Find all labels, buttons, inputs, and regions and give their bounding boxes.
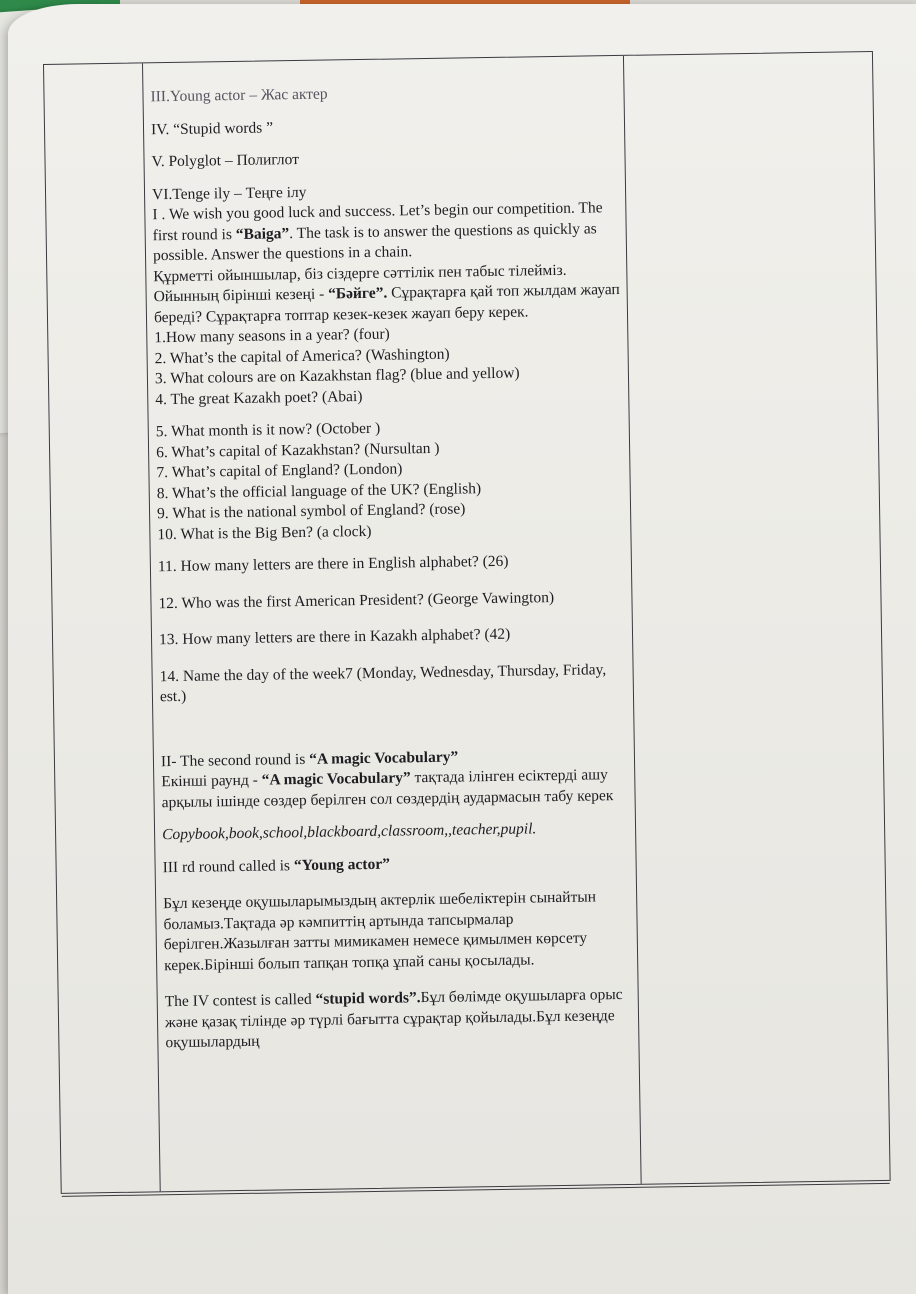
- question-item: 7. What’s capital of England? (London): [156, 460, 403, 482]
- question-item: 10. What is the Big Ben? (a clock): [157, 522, 372, 543]
- round-list-item: III.Young actor – Жас актер: [150, 85, 328, 106]
- round4-text: The IV contest is called “stupid words”.Бұл бөлімде оқушыларға орыс және қазақ тілінде әр түрлі бағытта сұрақтар қойылады.Бұл кезеңде оқушылардың: [164, 986, 623, 1052]
- round-list-item: IV. “Stupid words ”: [150, 118, 274, 138]
- question-item: 2. What’s the capital of America? (Washington): [154, 345, 450, 367]
- question-item: 12. Who was the first American President? (George Vawington): [158, 588, 555, 612]
- intro-english: I . We wish you good luck and success. Let’s begin our competition. The first round is “Baiga”. The task is to answer the questions as quickly as possible. Answer the questions in a chain.: [152, 199, 603, 265]
- question-item: 13. How many letters are there in Kazakh alphabet? (42): [158, 625, 511, 649]
- round2-kazakh: Екінші раунд - “A magic Vocabulary” тақтада ілінген есіктерді ашу арқылы ішінде сөздер берілген сол сөздердің аудармасын табу керек: [161, 766, 614, 811]
- round-list-item: V. Polyglot – Полиглот: [151, 150, 300, 171]
- round2-english: II- The second round is “A magic Vocabulary”: [160, 748, 459, 770]
- intro-kazakh: Құрметті ойыншылар, біз сіздерге сәттілік пен табыс тілейміз. Ойынның бірінші кезеңі - “Бәйге”. Сұрақтарға қай топ жылдам жауап береді? Сұрақтарға топтар кезек-кезек жауап беру керек.: [153, 261, 620, 326]
- lesson-plan-table: [43, 51, 891, 1194]
- question-item: 3. What colours are on Kazakhstan flag? (blue and yellow): [154, 364, 520, 388]
- question-item: 9. What is the national symbol of England? (rose): [156, 500, 466, 523]
- question-item: 6. What’s capital of Kazakhstan? (Nursultan ): [155, 439, 440, 461]
- question-item: 8. What’s the official language of the UK? (English): [156, 479, 482, 502]
- round3-english: III rd round called is “Young actor”: [162, 855, 391, 876]
- round3-kazakh: Бұл кезеңде оқушыларымыздың актерлік шебеліктерін сынайтын боламыз.Тақтада әр кәмпиттің артында тапсырмалар берілген.Жазылған затты мимикамен немесе қимылмен көрсету керек.Бірінші болып тапқан топқа ұпай саны қосылады.: [163, 888, 597, 974]
- lesson-content: [150, 80, 635, 1054]
- question-item: 4. The great Kazakh poet? (Abai): [155, 387, 363, 408]
- question-item: 14. Name the day of the week7 (Monday, Wednesday, Thursday, Friday, est.): [159, 660, 607, 706]
- question-item: 1.How many seasons in a year? (four): [154, 325, 390, 347]
- vocabulary-words: Copybook,book,school,blackboard,classroom,,teacher,pupil.: [161, 820, 537, 844]
- round-list-item: VI.Tenge ily – Теңге ілу: [151, 183, 307, 203]
- question-item: 11. How many letters are there in English alphabet? (26): [157, 552, 509, 576]
- question-item: 5. What month is it now? (October ): [155, 419, 381, 441]
- table-bottom-rule: [62, 1183, 890, 1197]
- document-page: [8, 4, 916, 1294]
